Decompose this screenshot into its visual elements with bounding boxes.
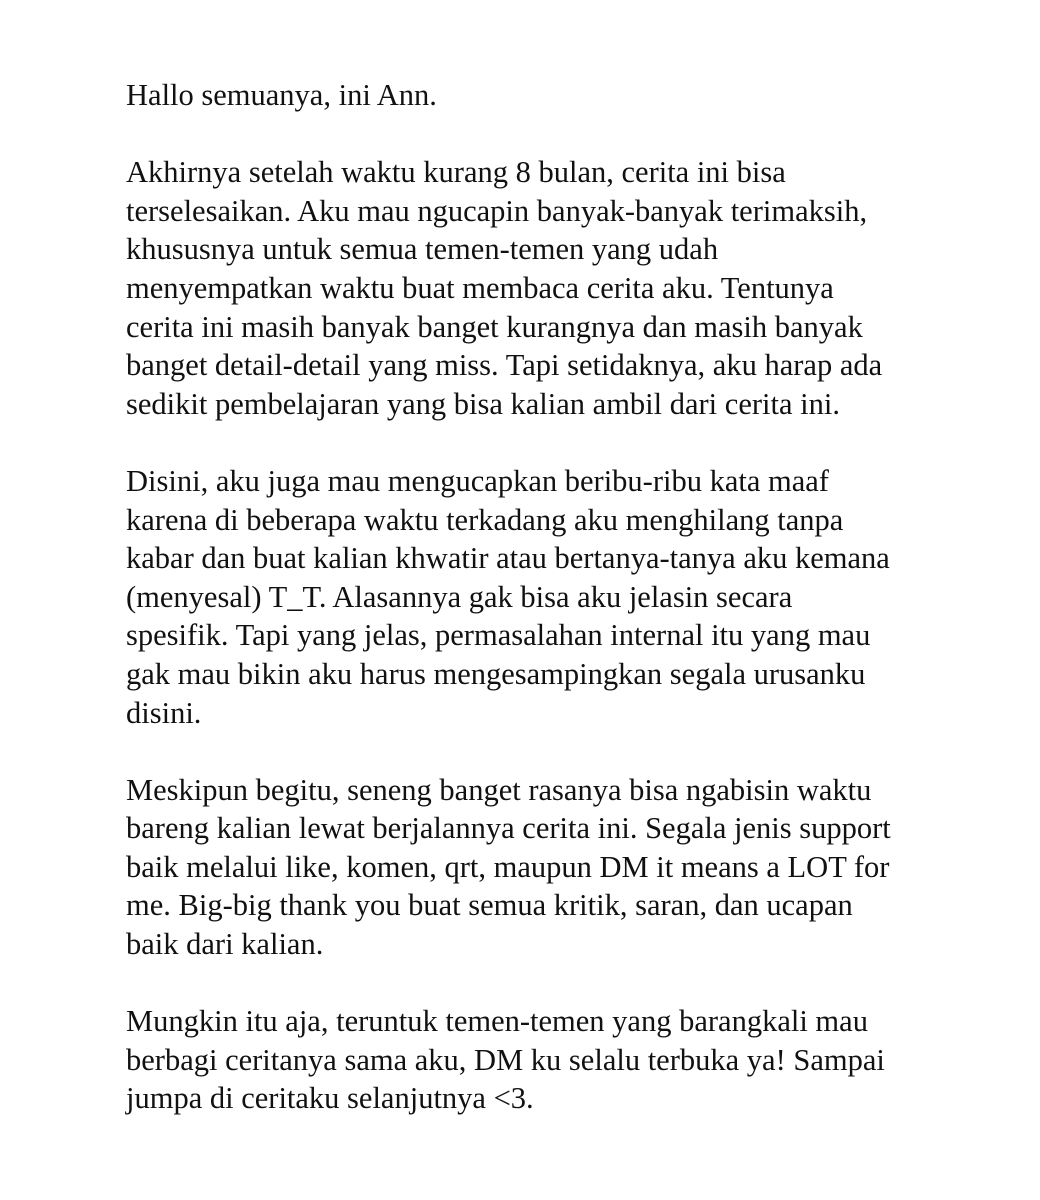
paragraph-2	[126, 462, 926, 732]
document-body	[126, 76, 926, 1118]
paragraph-4-line: berbagi ceritanya sama aku, DM ku selalu terbuka ya! Sampai	[126, 1042, 885, 1077]
paragraph-1	[126, 153, 926, 423]
paragraph-1-line: terselesaikan. Aku mau ngucapin banyak-banyak terimaksih,	[126, 193, 868, 228]
paragraph-3	[126, 771, 926, 964]
paragraph-1-line: banget detail-detail yang miss. Tapi setidaknya, aku harap ada	[126, 348, 883, 383]
paragraph-1-line: Akhirnya setelah waktu kurang 8 bulan, cerita ini bisa	[126, 155, 786, 190]
paragraph-gap	[126, 964, 926, 1003]
paragraph-3-line: baik melalui like, komen, qrt, maupun DM it means a LOT for	[126, 849, 890, 884]
paragraph-3-line: baik dari kalian.	[126, 927, 324, 962]
paragraph-4-line: Mungkin itu aja, teruntuk temen-temen yang barangkali mau	[126, 1004, 868, 1039]
paragraph-gap	[126, 423, 926, 462]
paragraph-3-line: Meskipun begitu, seneng banget rasanya bisa ngabisin waktu	[126, 772, 872, 807]
paragraph-1-line: cerita ini masih banyak banget kurangnya dan masih banyak	[126, 309, 863, 344]
paragraph-4	[126, 1002, 926, 1118]
paragraph-2-line: karena di beberapa waktu terkadang aku menghilang tanpa	[126, 502, 844, 537]
paragraph-2-line: (menyesal) T_T. Alasannya gak bisa aku jelasin secara	[126, 579, 793, 614]
paragraph-3-line: me. Big-big thank you buat semua kritik, saran, dan ucapan	[126, 888, 853, 923]
paragraph-1-line: menyempatkan waktu buat membaca cerita aku. Tentunya	[126, 270, 834, 305]
paragraph-gap	[126, 732, 926, 771]
paragraph-2-line: gak mau bikin aku harus mengesampingkan segala urusanku	[126, 656, 866, 691]
paragraph-2-line: kabar dan buat kalian khwatir atau bertanya-tanya aku kemana	[126, 541, 890, 576]
paragraph-4-line: jumpa di ceritaku selanjutnya <3.	[126, 1081, 534, 1116]
paragraph-2-line: disini.	[126, 695, 202, 730]
paragraph-2-line: spesifik. Tapi yang jelas, permasalahan internal itu yang mau	[126, 618, 871, 653]
paragraph-2-line: Disini, aku juga mau mengucapkan beribu-ribu kata maaf	[126, 463, 829, 498]
paragraph-3-line: bareng kalian lewat berjalannya cerita ini. Segala jenis support	[126, 811, 891, 846]
paragraph-gap	[126, 115, 926, 154]
paragraph-1-line: khususnya untuk semua temen-temen yang udah	[126, 232, 719, 267]
greeting-line: Hallo semuanya, ini Ann.	[126, 78, 437, 112]
paragraph-1-line: sedikit pembelajaran yang bisa kalian ambil dari cerita ini.	[126, 386, 840, 421]
